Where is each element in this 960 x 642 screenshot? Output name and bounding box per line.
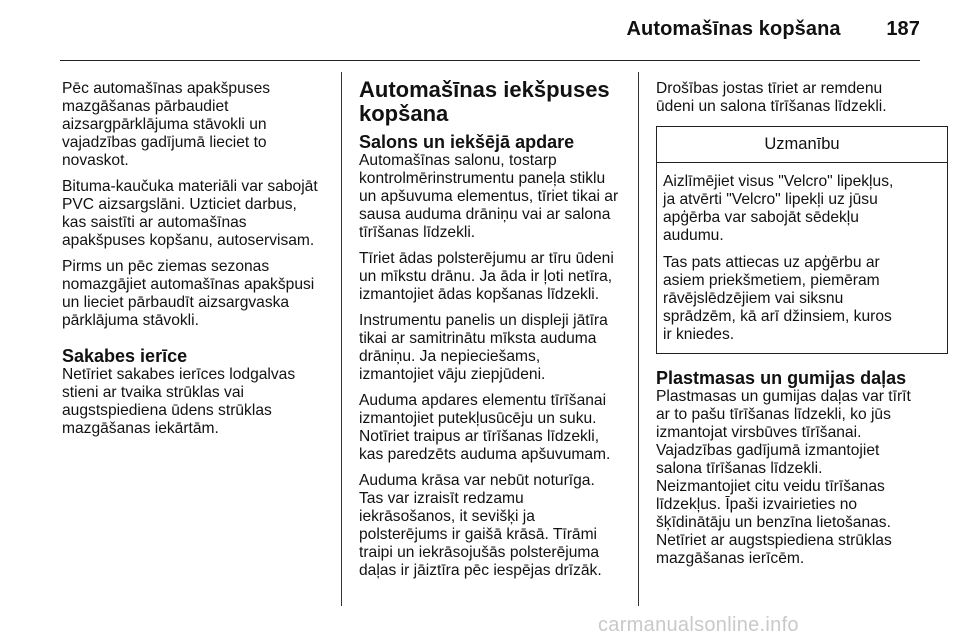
paragraph: Pirms un pēc ziemas sezonas nomazgājiet automašīnas apakšpusi un lieciet pārbaudīt aizsargvaska pārklājuma stāvokli. [62,258,315,329]
paragraph: Netīriet sakabes ierīces lodgalvas stieni ar tvaika strūklas vai augstspiediena ūdens strūklas mazgāšanas iekārtām. [62,366,296,437]
paragraph: Automašīnas salonu, tostarp kontrolmērinstrumentu paneļa stiklu un apšuvuma elementus, tīriet tikai ar sausa auduma drāniņu vai ar salona tīrīšanas līdzekli. [359,152,619,241]
page-header [626,18,920,41]
warning-box [656,126,948,354]
page-number: 187 [886,18,920,40]
paragraph: Tīriet ādas polsterējumu ar tīru ūdeni un mīkstu drānu. Ja āda ir ļoti netīra, izmantojiet ādas kopšanas līdzekli. [359,250,614,303]
paragraph: Instrumentu panelis un displeji jātīra tikai ar samitrinātu mīksta auduma drāniņu. Ja nepieciešams, izmantojiet vāju ziepjūdeni. [359,312,608,383]
column-right [656,80,948,576]
header-divider [60,60,920,61]
column-left [62,80,334,446]
warning-title: Uzmanību [657,127,947,163]
paragraph: Auduma apdares elementu tīrīšanai izmantojiet putekļusūcēju un suku. Notīriet traipus ar tīrīšanas līdzekli, kas paredzēts auduma apšuvumam. [359,392,611,463]
chapter-heading: Automašīnas iekšpuses kopšana [359,77,610,126]
warning-body [657,163,947,344]
section-heading-salons: Salons un iekšējā apdare [359,132,575,152]
section-heading-plastmasas: Plastmasas un gumijas daļas [656,368,907,388]
warning-paragraph: Aizlīmējiet visus "Velcro" lipekļus, ja atvērti "Velcro" lipekļi uz jūsu apģērba var sabojāt sēdekļu audumu. [663,173,894,244]
column-divider-1 [341,72,342,606]
column-divider-2 [638,72,639,606]
column-middle [359,77,627,588]
page-title: Automašīnas kopšana [626,18,841,40]
paragraph: Pēc automašīnas apakšpuses mazgāšanas pārbaudiet aizsargpārklājuma stāvokli un vajadzības gadījumā lieciet to novaskot. [62,80,271,169]
watermark: carmanualsonline.info [598,614,799,636]
paragraph: Bituma-kaučuka materiāli var sabojāt PVC aizsargslāni. Uzticiet darbus, kas saistīti ar automašīnas apakšpuses kopšanu, autoservisam. [62,178,318,249]
paragraph: Drošības jostas tīriet ar remdenu ūdeni un salona tīrīšanas līdzekli. [656,80,887,115]
paragraph: Auduma krāsa var nebūt noturīga. Tas var izraisīt redzamu iekrāsošanos, it sevišķi ja polsterējums ir gaišā krāsā. Tīrāmi traipi un iekrāsojušās polsterējuma daļas ir jāiztīra pēc iespējas drīzāk. [359,472,602,579]
section-heading-sakabes: Sakabes ierīce [62,346,188,366]
paragraph: Plastmasas un gumijas daļas var tīrīt ar to pašu tīrīšanas līdzekli, ko jūs izmantojat virsbūves tīrīšanai. Vajadzības gadījumā izmantojiet salona tīrīšanas līdzekli. Neizmantojiet citu veidu tīrīšanas līdzekļus. Īpaši izvairieties no šķīdinātāju un benzīna lietošanas. Netīriet ar augstspiediena strūklas mazgāšanas ierīcēm. [656,388,911,567]
warning-paragraph: Tas pats attiecas uz apģērbu ar asiem priekšmetiem, piemēram rāvējslēdzējiem vai siksnu sprādzēm, kā arī džinsiem, kuros ir kniedes. [663,254,892,343]
